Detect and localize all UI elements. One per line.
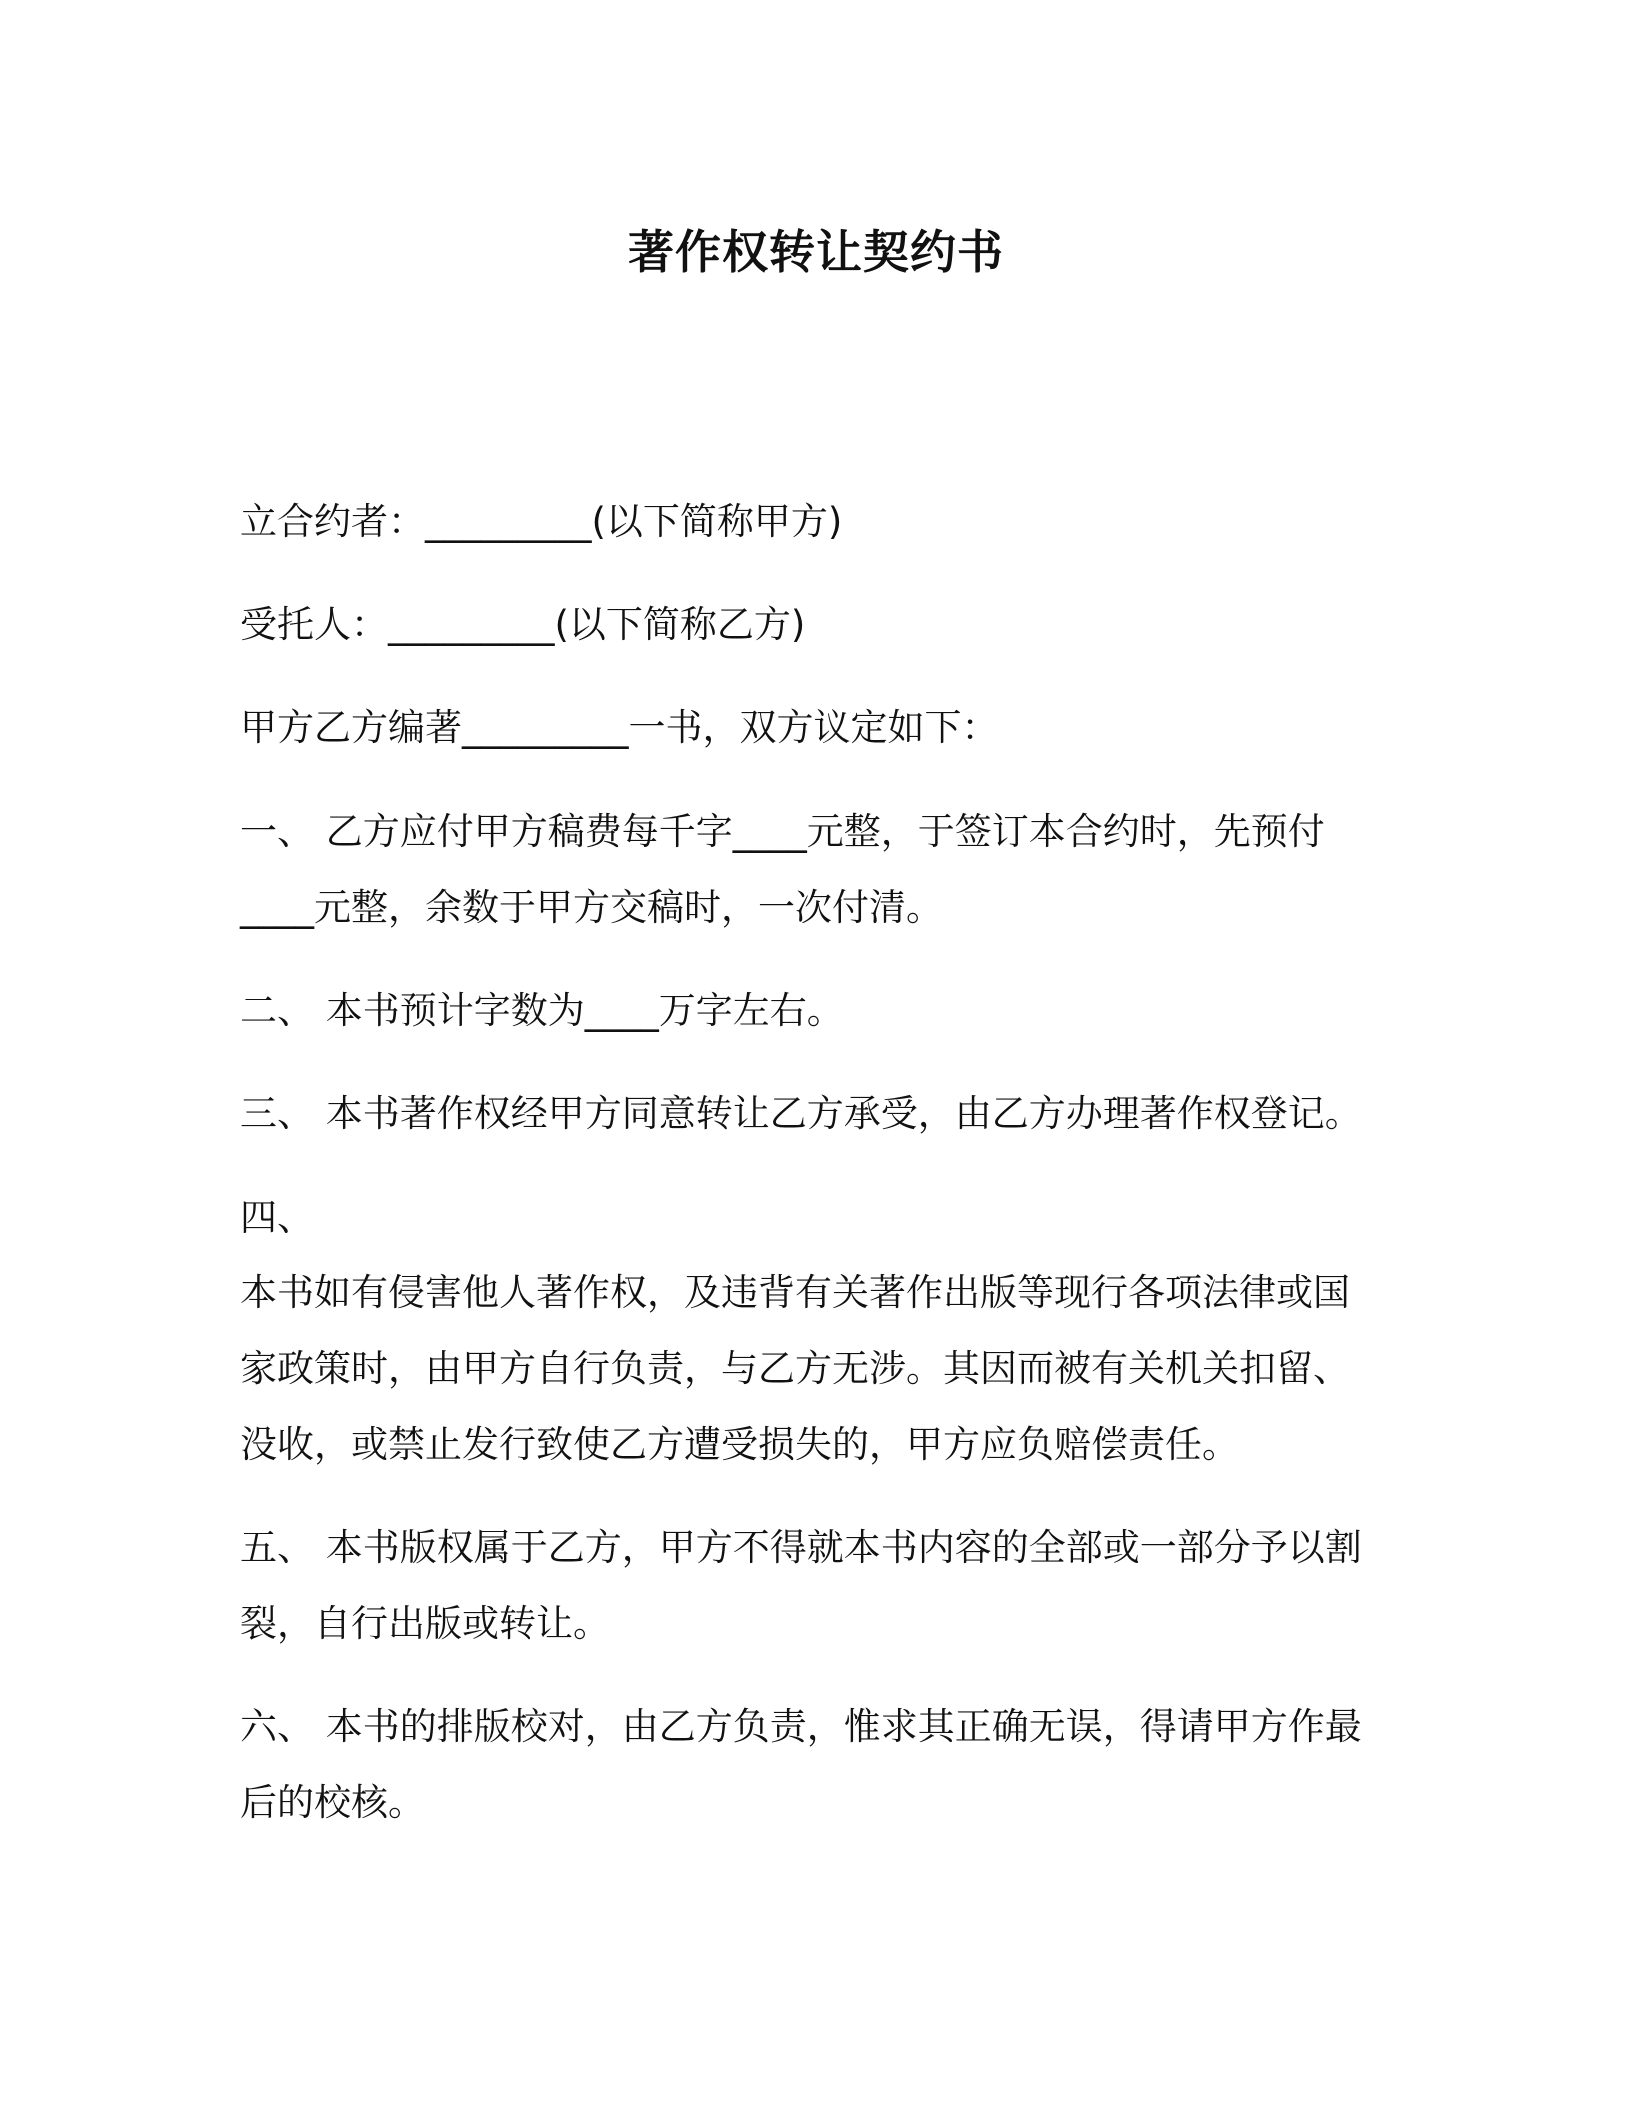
line-party-b: 受托人：_________(以下简称乙方)	[240, 603, 806, 646]
document-title: 著作权转让契约书	[628, 225, 1004, 279]
clause-4-heading: 四、	[240, 1196, 314, 1239]
clause-2: 二、 本书预计字数为____万字左右。	[240, 989, 844, 1032]
clause-6-line-1: 六、 本书的排版校对，由乙方负责，惟求其正确无误，得请甲方作最	[240, 1705, 1362, 1748]
clause-4-line-1: 本书如有侵害他人著作权，及违背有关著作出版等现行各项法律或国	[240, 1271, 1350, 1314]
line-party-a: 立合约者：_________(以下简称甲方)	[240, 500, 843, 543]
clause-6-line-2: 后的校核。	[240, 1781, 425, 1824]
clause-1-line-2: ____元整，余数于甲方交稿时，一次付清。	[240, 886, 943, 929]
clause-1-line-1: 一、 乙方应付甲方稿费每千字____元整，于签订本合约时，先预付	[240, 810, 1325, 853]
clause-4-line-3: 没收，或禁止发行致使乙方遭受损失的，甲方应负赔偿责任。	[240, 1423, 1239, 1466]
clause-4-line-2: 家政策时，由甲方自行负责，与乙方无涉。其因而被有关机关扣留、	[240, 1347, 1350, 1390]
clause-3: 三、 本书著作权经甲方同意转让乙方承受，由乙方办理著作权登记。	[240, 1092, 1362, 1135]
clause-5-line-2: 裂，自行出版或转让。	[240, 1602, 610, 1645]
line-intro: 甲方乙方编著_________一书，双方议定如下：	[240, 706, 999, 749]
clause-5-line-1: 五、 本书版权属于乙方，甲方不得就本书内容的全部或一部分予以割	[240, 1526, 1362, 1569]
